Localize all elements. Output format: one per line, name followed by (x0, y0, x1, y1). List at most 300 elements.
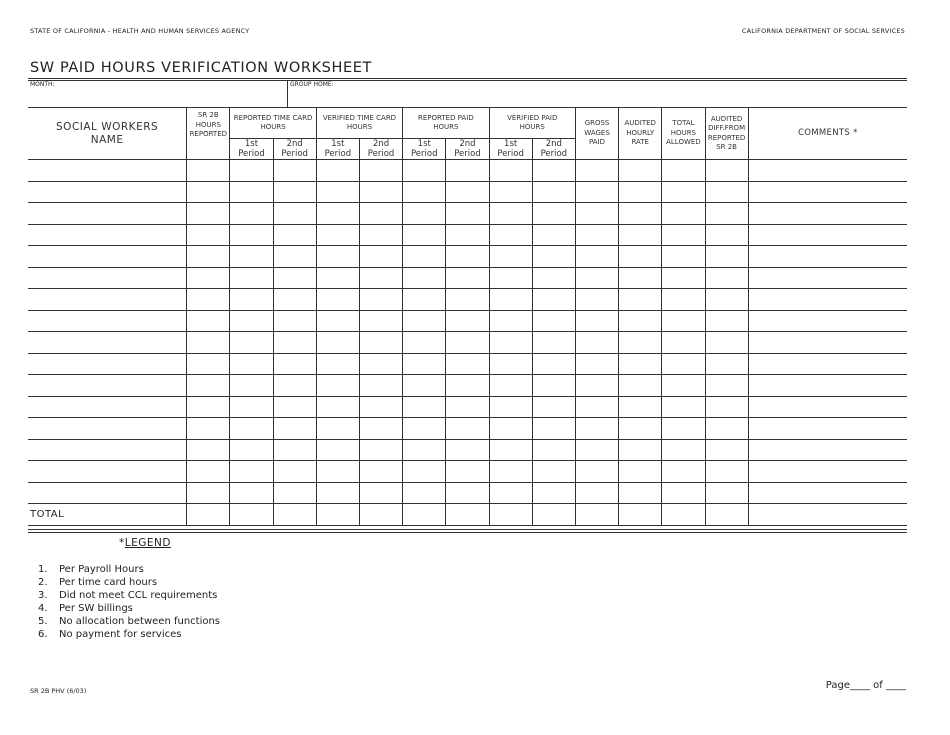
table-cell[interactable] (273, 482, 316, 504)
table-cell[interactable] (230, 289, 273, 311)
col-reported-tc-line1: REPORTED TIME CARD (233, 113, 313, 122)
table-row (28, 203, 907, 225)
table-cell[interactable] (230, 332, 273, 354)
total-cell[interactable] (446, 504, 489, 526)
table-cell[interactable] (575, 267, 618, 289)
table-cell[interactable] (359, 439, 402, 461)
total-cell[interactable] (273, 504, 316, 526)
table-cell[interactable] (230, 181, 273, 203)
col-diff-line3: REPORTED (707, 133, 746, 142)
total-cell[interactable] (619, 504, 662, 526)
table-cell[interactable] (359, 181, 402, 203)
col-sr2b-line2: HOURS (195, 120, 221, 129)
table-cell[interactable] (489, 396, 532, 418)
legend-title-text: LEGEND (124, 537, 171, 549)
table-cell[interactable] (403, 310, 446, 332)
table-cell[interactable] (619, 461, 662, 483)
table-cell[interactable] (187, 332, 230, 354)
table-cell[interactable] (273, 267, 316, 289)
table-cell[interactable] (230, 246, 273, 268)
table-cell[interactable] (28, 160, 187, 182)
table-row (28, 439, 907, 461)
table-cell[interactable] (619, 396, 662, 418)
table-cell[interactable] (403, 289, 446, 311)
table-cell[interactable] (403, 353, 446, 375)
table-cell[interactable] (273, 439, 316, 461)
table-cell[interactable] (532, 375, 575, 397)
table-cell[interactable] (705, 418, 748, 440)
table-cell[interactable] (28, 267, 187, 289)
table-cell[interactable] (532, 224, 575, 246)
period-1st-label: 1st (504, 139, 518, 149)
table-cell[interactable] (446, 461, 489, 483)
table-cell[interactable] (359, 267, 402, 289)
table-cell[interactable] (575, 353, 618, 375)
table-cell[interactable] (662, 418, 705, 440)
col-rate-line2: HOURLY (626, 128, 655, 137)
table-cell[interactable] (28, 418, 187, 440)
table-cell[interactable] (705, 396, 748, 418)
period-1st-label: 1st (417, 139, 431, 149)
table-cell[interactable] (359, 332, 402, 354)
table-cell[interactable] (187, 289, 230, 311)
table-cell[interactable] (748, 353, 907, 375)
table-cell[interactable] (230, 461, 273, 483)
table-cell[interactable] (446, 418, 489, 440)
table-cell[interactable] (748, 396, 907, 418)
table-cell[interactable] (662, 439, 705, 461)
table-cell[interactable] (230, 439, 273, 461)
table-cell[interactable] (489, 353, 532, 375)
table-cell[interactable] (316, 310, 359, 332)
table-cell[interactable] (187, 396, 230, 418)
table-cell[interactable] (662, 482, 705, 504)
table-cell[interactable] (403, 224, 446, 246)
table-cell[interactable] (748, 181, 907, 203)
table-cell[interactable] (28, 246, 187, 268)
table-cell[interactable] (273, 246, 316, 268)
total-row (28, 504, 907, 526)
table-cell[interactable] (187, 461, 230, 483)
table-cell[interactable] (489, 418, 532, 440)
table-cell[interactable] (446, 439, 489, 461)
table-cell[interactable] (748, 224, 907, 246)
table-cell[interactable] (446, 310, 489, 332)
table-cell[interactable] (705, 482, 748, 504)
table-cell[interactable] (619, 267, 662, 289)
table-cell[interactable] (619, 160, 662, 182)
table-cell[interactable] (662, 181, 705, 203)
table-cell[interactable] (532, 160, 575, 182)
table-cell[interactable] (230, 310, 273, 332)
total-cell[interactable] (187, 504, 230, 526)
table-cell[interactable] (575, 439, 618, 461)
table-cell[interactable] (316, 246, 359, 268)
table-cell[interactable] (489, 461, 532, 483)
table-cell[interactable] (532, 482, 575, 504)
table-cell[interactable] (705, 224, 748, 246)
period-label: Period (367, 149, 395, 159)
legend-item-text: Did not meet CCL requirements (59, 590, 218, 601)
table-cell[interactable] (532, 310, 575, 332)
table-cell[interactable] (748, 418, 907, 440)
table-cell[interactable] (748, 375, 907, 397)
table-cell[interactable] (532, 246, 575, 268)
field-divider (287, 81, 288, 107)
table-cell[interactable] (403, 332, 446, 354)
table-cell[interactable] (359, 224, 402, 246)
table-cell[interactable] (575, 418, 618, 440)
table-cell[interactable] (403, 396, 446, 418)
table-cell[interactable] (273, 332, 316, 354)
table-cell[interactable] (273, 396, 316, 418)
table-cell[interactable] (748, 310, 907, 332)
table-cell[interactable] (446, 181, 489, 203)
table-cell[interactable] (403, 267, 446, 289)
table-cell[interactable] (28, 332, 187, 354)
table-cell[interactable] (619, 289, 662, 311)
table-cell[interactable] (359, 289, 402, 311)
table-cell[interactable] (446, 203, 489, 225)
table-cell[interactable] (316, 439, 359, 461)
col-sr2b-line1: SR 2B (197, 111, 219, 119)
table-cell[interactable] (187, 375, 230, 397)
table-cell[interactable] (403, 181, 446, 203)
table-cell[interactable] (446, 482, 489, 504)
table-cell[interactable] (359, 246, 402, 268)
table-cell[interactable] (187, 181, 230, 203)
table-cell[interactable] (619, 353, 662, 375)
table-cell[interactable] (705, 181, 748, 203)
table-cell[interactable] (446, 289, 489, 311)
table-cell[interactable] (359, 418, 402, 440)
table-cell[interactable] (662, 461, 705, 483)
table-cell[interactable] (187, 482, 230, 504)
legend-item-text: Per SW billings (59, 603, 133, 614)
table-cell[interactable] (619, 203, 662, 225)
table-cell[interactable] (705, 289, 748, 311)
table-cell[interactable] (489, 181, 532, 203)
table-cell[interactable] (575, 332, 618, 354)
total-cell[interactable] (230, 504, 273, 526)
table-cell[interactable] (359, 461, 402, 483)
table-cell[interactable] (28, 289, 187, 311)
table-cell[interactable] (187, 439, 230, 461)
table-cell[interactable] (28, 181, 187, 203)
total-cell[interactable] (532, 504, 575, 526)
table-cell[interactable] (403, 203, 446, 225)
table-cell[interactable] (532, 181, 575, 203)
period-1st-reported-paid (403, 139, 446, 160)
table-cell[interactable] (316, 160, 359, 182)
table-cell[interactable] (748, 289, 907, 311)
table-cell[interactable] (316, 267, 359, 289)
table-cell[interactable] (273, 160, 316, 182)
table-cell[interactable] (316, 332, 359, 354)
legend-title (119, 537, 171, 549)
table-cell[interactable] (359, 482, 402, 504)
total-cell[interactable] (403, 504, 446, 526)
table-cell[interactable] (446, 224, 489, 246)
table-cell[interactable] (662, 375, 705, 397)
table-row (28, 353, 907, 375)
table-cell[interactable] (187, 224, 230, 246)
table-cell[interactable] (489, 160, 532, 182)
table-cell[interactable] (446, 396, 489, 418)
table-row (28, 310, 907, 332)
col-verified-paid-line1: VERIFIED PAID (507, 113, 558, 122)
col-header-audited-diff (705, 108, 748, 160)
table-cell[interactable] (575, 375, 618, 397)
table-cell[interactable] (619, 439, 662, 461)
table-cell[interactable] (575, 461, 618, 483)
table-cell[interactable] (489, 375, 532, 397)
table-cell[interactable] (359, 375, 402, 397)
table-cell[interactable] (662, 396, 705, 418)
table-cell[interactable] (230, 224, 273, 246)
table-cell[interactable] (662, 310, 705, 332)
table-cell[interactable] (662, 246, 705, 268)
table-cell[interactable] (446, 246, 489, 268)
table-cell[interactable] (532, 439, 575, 461)
table-cell[interactable] (316, 224, 359, 246)
table-cell[interactable] (187, 246, 230, 268)
table-cell[interactable] (187, 353, 230, 375)
total-cell[interactable] (662, 504, 705, 526)
table-cell[interactable] (619, 181, 662, 203)
table-cell[interactable] (489, 482, 532, 504)
col-sr2b-line3: REPORTED (189, 130, 228, 138)
table-cell[interactable] (273, 289, 316, 311)
table-cell[interactable] (446, 332, 489, 354)
table-cell[interactable] (748, 332, 907, 354)
table-cell[interactable] (359, 353, 402, 375)
table-cell[interactable] (316, 396, 359, 418)
table-cell[interactable] (316, 461, 359, 483)
col-header-gross-wages (575, 108, 618, 160)
table-cell[interactable] (575, 482, 618, 504)
table-cell[interactable] (619, 246, 662, 268)
table-cell[interactable] (705, 439, 748, 461)
total-cell[interactable] (705, 504, 748, 526)
table-cell[interactable] (359, 396, 402, 418)
col-header-verified-time-card (316, 108, 402, 139)
table-cell[interactable] (532, 203, 575, 225)
period-2nd-reported-paid (446, 139, 489, 160)
table-cell[interactable] (273, 224, 316, 246)
table-cell[interactable] (532, 461, 575, 483)
col-rate-line1: AUDITED (624, 119, 656, 128)
table-cell[interactable] (359, 203, 402, 225)
table-cell[interactable] (619, 224, 662, 246)
table-cell[interactable] (575, 289, 618, 311)
table-cell[interactable] (662, 267, 705, 289)
table-cell[interactable] (619, 418, 662, 440)
table-cell[interactable] (316, 353, 359, 375)
col-total-line2: HOURS (670, 128, 697, 137)
legend-item-text: Per Payroll Hours (59, 564, 144, 575)
table-cell[interactable] (28, 482, 187, 504)
table-cell[interactable] (662, 353, 705, 375)
table-cell[interactable] (705, 461, 748, 483)
table-cell[interactable] (532, 332, 575, 354)
total-cell[interactable] (316, 504, 359, 526)
table-cell[interactable] (489, 224, 532, 246)
table-cell[interactable] (532, 267, 575, 289)
table-cell[interactable] (489, 439, 532, 461)
table-cell[interactable] (273, 310, 316, 332)
table-cell[interactable] (662, 224, 705, 246)
table-cell[interactable] (446, 160, 489, 182)
table-cell[interactable] (705, 246, 748, 268)
table-cell[interactable] (705, 310, 748, 332)
table-cell[interactable] (705, 332, 748, 354)
table-cell[interactable] (532, 396, 575, 418)
table-row (28, 418, 907, 440)
table-cell[interactable] (575, 160, 618, 182)
col-gross-line1: GROSS (584, 119, 610, 128)
table-cell[interactable] (28, 396, 187, 418)
table-cell[interactable] (532, 418, 575, 440)
table-cell[interactable] (273, 203, 316, 225)
total-double-rule (28, 529, 907, 533)
table-cell[interactable] (28, 224, 187, 246)
table-cell[interactable] (489, 267, 532, 289)
table-cell[interactable] (748, 267, 907, 289)
table-cell[interactable] (748, 203, 907, 225)
table-cell[interactable] (575, 203, 618, 225)
table-cell[interactable] (748, 246, 907, 268)
table-cell[interactable] (230, 203, 273, 225)
table-cell[interactable] (446, 267, 489, 289)
agency-right: CALIFORNIA DEPARTMENT OF SOCIAL SERVICES (741, 27, 905, 35)
table-cell[interactable] (273, 418, 316, 440)
month-label: MONTH: (30, 81, 55, 88)
table-cell[interactable] (28, 203, 187, 225)
total-cell[interactable] (748, 504, 907, 526)
table-cell[interactable] (489, 332, 532, 354)
table-cell[interactable] (273, 353, 316, 375)
table-cell[interactable] (403, 418, 446, 440)
table-cell[interactable] (662, 332, 705, 354)
table-cell[interactable] (316, 375, 359, 397)
title-rule-top (28, 78, 907, 79)
total-cell[interactable] (575, 504, 618, 526)
table-cell[interactable] (575, 396, 618, 418)
table-cell[interactable] (446, 375, 489, 397)
table-cell[interactable] (489, 289, 532, 311)
period-1st-label: 1st (244, 139, 259, 149)
table-row (28, 289, 907, 311)
table-cell[interactable] (230, 160, 273, 182)
table-cell[interactable] (575, 224, 618, 246)
table-cell[interactable] (28, 461, 187, 483)
table-cell[interactable] (662, 160, 705, 182)
table-cell[interactable] (28, 310, 187, 332)
table-cell[interactable] (403, 160, 446, 182)
table-cell[interactable] (230, 482, 273, 504)
table-cell[interactable] (446, 353, 489, 375)
table-cell[interactable] (748, 482, 907, 504)
table-cell[interactable] (230, 396, 273, 418)
table-cell[interactable] (705, 353, 748, 375)
table-cell[interactable] (532, 353, 575, 375)
table-cell[interactable] (403, 439, 446, 461)
total-cell[interactable] (359, 504, 402, 526)
table-cell[interactable] (748, 160, 907, 182)
table-cell[interactable] (273, 181, 316, 203)
table-cell[interactable] (187, 267, 230, 289)
table-cell[interactable] (28, 439, 187, 461)
period-2nd-reported-tc (273, 139, 316, 160)
table-cell[interactable] (662, 203, 705, 225)
table-cell[interactable] (316, 482, 359, 504)
table-cell[interactable] (316, 203, 359, 225)
table-cell[interactable] (230, 267, 273, 289)
table-cell[interactable] (187, 203, 230, 225)
table-cell[interactable] (273, 461, 316, 483)
table-row (28, 224, 907, 246)
table-cell[interactable] (403, 375, 446, 397)
table-cell[interactable] (575, 246, 618, 268)
total-cell[interactable] (489, 504, 532, 526)
page-number: Page____ of ____ (825, 680, 906, 691)
period-2nd-label: 2nd (286, 139, 303, 149)
table-cell[interactable] (230, 353, 273, 375)
table-cell[interactable] (705, 160, 748, 182)
table-cell[interactable] (403, 482, 446, 504)
table-cell[interactable] (316, 181, 359, 203)
table-cell[interactable] (748, 439, 907, 461)
col-verified-tc-line2: HOURS (346, 123, 373, 131)
table-cell[interactable] (619, 310, 662, 332)
table-cell[interactable] (28, 375, 187, 397)
table-cell[interactable] (403, 246, 446, 268)
table-cell[interactable] (489, 310, 532, 332)
table-cell[interactable] (316, 289, 359, 311)
table-cell[interactable] (316, 418, 359, 440)
table-cell[interactable] (532, 289, 575, 311)
table-cell[interactable] (187, 310, 230, 332)
table-cell[interactable] (28, 353, 187, 375)
table-cell[interactable] (230, 418, 273, 440)
table-cell[interactable] (705, 375, 748, 397)
table-cell[interactable] (489, 203, 532, 225)
table-cell[interactable] (359, 310, 402, 332)
table-cell[interactable] (619, 332, 662, 354)
table-cell[interactable] (403, 461, 446, 483)
table-cell[interactable] (359, 160, 402, 182)
agency-left: STATE OF CALIFORNIA - HEALTH AND HUMAN SERVICES AGENCY (30, 27, 250, 35)
table-cell[interactable] (619, 375, 662, 397)
table-cell[interactable] (230, 375, 273, 397)
table-cell[interactable] (575, 310, 618, 332)
table-cell[interactable] (619, 482, 662, 504)
table-cell[interactable] (187, 160, 230, 182)
table-cell[interactable] (273, 375, 316, 397)
table-cell[interactable] (575, 181, 618, 203)
table-cell[interactable] (662, 289, 705, 311)
table-cell[interactable] (705, 267, 748, 289)
legend-item-number: 6. (38, 629, 48, 640)
period-label: Period (497, 149, 524, 159)
table-cell[interactable] (489, 246, 532, 268)
table-cell[interactable] (187, 418, 230, 440)
col-reported-paid-line2: HOURS (433, 123, 459, 131)
table-cell[interactable] (748, 461, 907, 483)
table-cell[interactable] (705, 203, 748, 225)
legend-list (38, 563, 220, 641)
